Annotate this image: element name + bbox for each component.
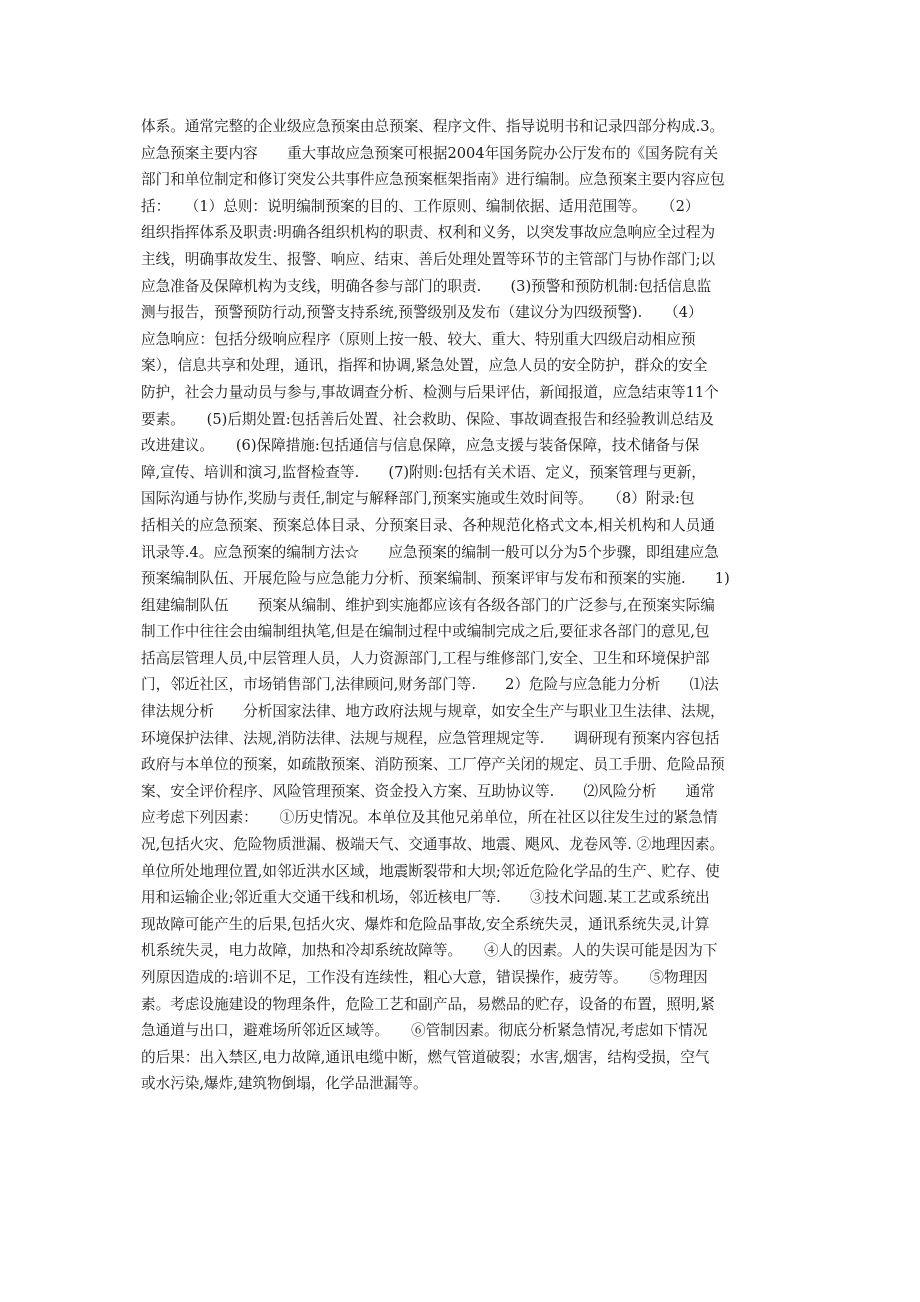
text-line: 应急准备及保障机构为支线，明确各参与部门的职责. (3)预警和预防机制:包括信息监 <box>141 277 712 295</box>
text-line: 应急预案主要内容 重大事故应急预案可根据2004年国务院办公厅发布的《国务院有关 <box>141 144 719 162</box>
document-body-text <box>141 114 781 1098</box>
text-line: 国际沟通与协作,奖励与责任,制定与解释部门,预案实施或生效时间等。 （8）附录:包 <box>141 490 695 508</box>
text-line: 改进建议。 (6)保障措施:包括通信与信息保障，应急支援与装备保障，技术储备与保 <box>141 437 700 455</box>
text-line: 现故障可能产生的后果,包括火灾、爆炸和危险品事故,安全系统失灵，通讯系统失灵,计算 <box>141 915 710 933</box>
text-line: 况,包括火灾、危险物质泄漏、极端天气、交通事故、地震、飓风、龙卷风等. ②地理因素。 <box>141 836 725 854</box>
text-line: 要素。 (5)后期处置:包括善后处置、社会救助、保险、事故调查报告和经验教训总结及 <box>141 410 714 428</box>
text-line: 应考虑下列因素： ①历史情况。本单位及其他兄弟单位，所在社区以往发生过的紧急情 <box>141 809 718 827</box>
text-line: 括相关的应急预案、预案总体目录、分预案目录、各种规范化格式文本,相关机构和人员通 <box>141 516 715 534</box>
text-line: 门，邻近社区，市场销售部门,法律顾问,财务部门等. 2）危险与应急能力分析 ⑴法 <box>141 676 719 694</box>
text-line: 政府与本单位的预案，如疏散预案、消防预案、工厂停产关闭的规定、员工手册、危险品预 <box>141 756 725 774</box>
text-line: 律法规分析 分析国家法律、地方政府法规与规章，如安全生产与职业卫生法律、法规， <box>141 703 725 721</box>
text-line: 或水污染,爆炸,建筑物倒塌，化学品泄漏等。 <box>141 1075 428 1093</box>
text-line: 主线，明确事故发生、报警、响应、结束、善后处理处置等环节的主管部门与协作部门;以 <box>141 250 716 268</box>
text-line: 防护，社会力量动员与参与,事故调查分析、检测与后果评估，新闻报道，应急结束等11个 <box>141 383 719 401</box>
text-line: 括： （1）总则：说明编制预案的目的、工作原则、编制依据、适用范围等。 （2） <box>141 197 700 215</box>
text-line: 素。考虑设施建设的物理条件，危险工艺和副产品，易燃品的贮存，设备的布置，照明,紧 <box>141 995 715 1013</box>
text-line: 环境保护法律、法规,消防法律、法规与规程，应急管理规定等. 调研现有预案内容包括 <box>141 729 720 747</box>
text-line: 讯录等.4。应急预案的编制方法☆ 应急预案的编制一般可以分为5个步骤，即组建应急 <box>141 543 719 561</box>
text-line: 预案编制队伍、开展危险与应急能力分析、预案编制、预案评审与发布和预案的实施. 1) <box>141 570 730 588</box>
text-line: 用和运输企业;邻近重大交通干线和机场，邻近核电厂等. ③技术问题.某工艺或系统出 <box>141 889 710 907</box>
text-line: 制工作中往往会由编制组执笔,但是在编制过程中或编制完成之后,要征求各部门的意见,包 <box>141 623 710 641</box>
text-line: 机系统失灵，电力故障，加热和冷却系统故障等。 ④人的因素。人的失误可能是因为下 <box>141 942 718 960</box>
text-line: 部门和单位制定和修订突发公共事件应急预案框架指南》进行编制。应急预案主要内容应包 <box>141 171 725 189</box>
text-line: 障,宣传、培训和演习,监督检查等. (7)附则:包括有关术语、定义，预案管理与更新， <box>141 463 706 481</box>
text-line: 测与报告，预警预防行动,预警支持系统,预警级别及发布（建议分为四级预警). （4） <box>141 304 703 322</box>
text-line: 列原因造成的:培训不足，工作没有连续性，粗心大意，错误操作，疲劳等。 ⑤物理因 <box>141 969 708 986</box>
text-line: 组建编制队伍 预案从编制、维护到实施都应该有各级各部门的广泛参与,在预案实际编 <box>141 596 715 614</box>
text-line: 案），信息共享和处理，通讯，指挥和协调,紧急处置，应急人员的安全防护，群众的安全 <box>141 357 708 375</box>
text-line: 急通道与出口，避难场所邻近区域等。 ⑥管制因素。彻底分析紧急情况,考虑如下情况 <box>141 1022 708 1040</box>
text-line: 的后果：出入禁区,电力故障,通讯电缆中断，燃气管道破裂；水害,烟害，结构受损，空气 <box>141 1048 710 1066</box>
text-line: 案、安全评价程序、风险管理预案、资金投入方案、互助协议等. ⑵风险分析 通常 <box>141 782 715 800</box>
text-line: 括高层管理人员,中层管理人员，人力资源部门,工程与维修部门,安全、卫生和环境保护部 <box>141 649 710 667</box>
text-line: 应急响应：包括分级响应程序（原则上按一般、较大、重大、特别重大四级启动相应预 <box>141 330 696 348</box>
text-line: 组织指挥体系及职责:明确各组织机构的职责、权利和义务，以突发事故应急响应全过程为 <box>141 224 716 242</box>
text-line: 单位所处地理位置,如邻近洪水区域，地震断裂带和大坝;邻近危险化学品的生产、贮存、使 <box>141 862 720 880</box>
text-line: 体系。通常完整的企业级应急预案由总预案、程序文件、指导说明书和记录四部分构成.3。 <box>141 118 725 135</box>
